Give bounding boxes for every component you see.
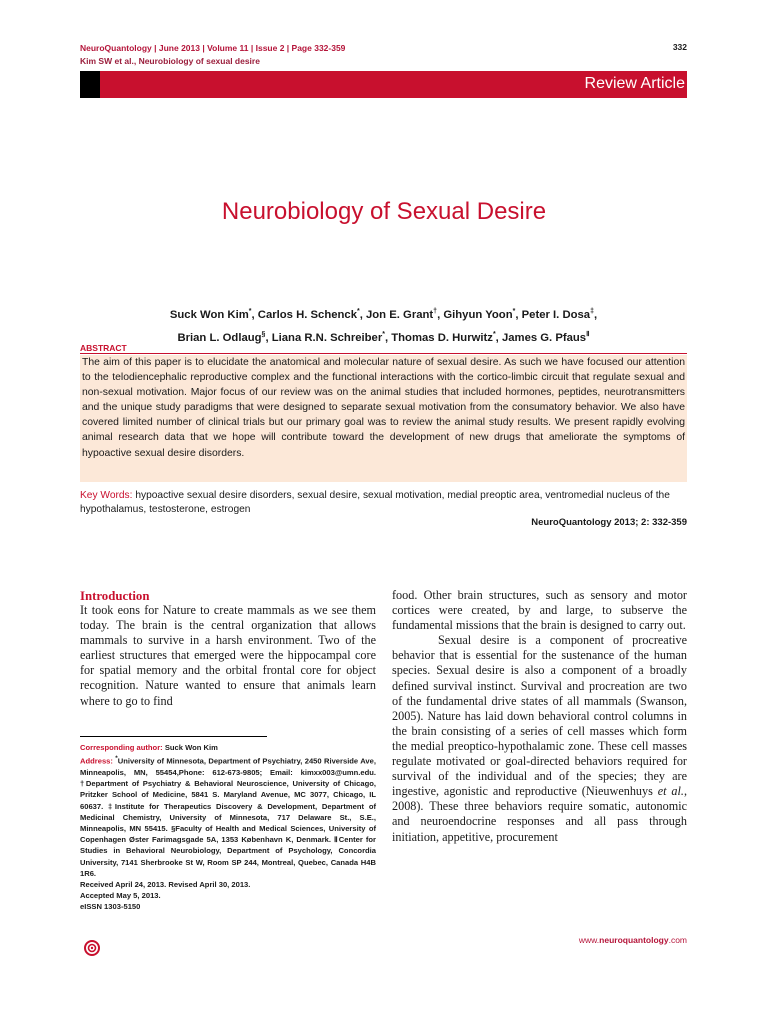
abstract-rule xyxy=(80,353,687,354)
author-affil-mark: Ⅱ xyxy=(586,330,590,338)
paragraph-2-text-a: Sexual desire is a component of procreative behavior that is essential for the sustenance of the human species. Sexual desire is also a component of a broadly defined survival instinct. Survival and procreation are two of the fundamental drive states of all mammals (Swanson, 2005). Nature has laid down behavioral control columns in the brain consisting of a series of cell masses which form the medial preoptico-hypothalamic zone. These cell masses regulate motivated or goal-directed behaviors required for survival of the individual and of the species; they are ingestive, agonistic and reproductive (Nieuwenhuys xyxy=(392,633,687,799)
corresponding-author-name: Suck Won Kim xyxy=(164,743,218,752)
abstract-text: The aim of this paper is to elucidate the anatomical and molecular nature of sexual desire. As such we have focused our attention to the telodiencephalic reproductive complex and the functional interactions with the cortico-limbic circuit that regulate sexual and non-sexual motivation. Major focus of our review was on the animal studies that included hormones, peptides, neurotransmitters and the unique study paradigms that were designed to separate sexual motivation from the consumatory behavior. We also have covered limited number of clinical trials but our primary goal was to review the animal study results. We present rapidly evolving animal research data that we hope will contribute toward the development of new drugs that ameliorate the symptoms of hypoactive sexual desire disorders. xyxy=(82,357,685,459)
body-column-left xyxy=(80,603,376,709)
author-name: Brian L. Odlaug xyxy=(177,331,262,344)
section-band xyxy=(80,71,687,98)
abstract-box xyxy=(80,355,687,482)
intro-paragraph-continued: food. Other brain structures, such as sensory and motor cortices were created, by and large, to subserve the fundamental missions that the brain is designed to carry out. xyxy=(392,588,687,633)
author-name: Thomas D. Hurwitz xyxy=(391,331,493,344)
author-affil-mark: * xyxy=(248,308,252,315)
author-line-2: Brian L. Odlaug§, Liana R.N. Schreiber*, Thomas D. Hurwitz*, James G. Pfaus$^Ⅱ$ xyxy=(177,330,590,344)
author-affil-mark: * xyxy=(356,308,360,315)
paragraph-2-text-b: , 2008). These three behaviors require somatic, autonomic and neuroendocrine responses and all pass through initiation, appetitive, procurement xyxy=(392,784,688,844)
journal-url-domain: neuroquantology xyxy=(599,935,669,945)
author-name: Liana R.N. Schreiber xyxy=(271,331,383,344)
citation: NeuroQuantology 2013; 2: 332-359 xyxy=(531,517,687,528)
eissn: eISSN 1303-5150 xyxy=(80,902,141,912)
keywords-label: Key Words: xyxy=(80,490,133,501)
introduction-heading: Introduction xyxy=(80,589,150,603)
author-name: Carlos H. Schenck xyxy=(257,308,357,321)
journal-line: NeuroQuantology | June 2013 | Volume 11 | Issue 2 | Page 332-359 xyxy=(80,43,346,53)
running-title: Kim SW et al., Neurobiology of sexual desire xyxy=(80,56,260,66)
article-title: Neurobiology of Sexual Desire xyxy=(221,198,547,225)
address-label: Address: xyxy=(80,756,113,766)
section-label: Review Article xyxy=(584,75,685,92)
author-affil-mark: * xyxy=(492,330,496,338)
corresponding-author-label: Corresponding author: xyxy=(80,743,163,752)
author-name: James G. Pfaus xyxy=(501,331,587,344)
band-black-block xyxy=(80,71,100,98)
author-affil-mark: § xyxy=(261,330,266,338)
received-dates: Received April 24, 2013. Revised April 30, 2013. xyxy=(80,879,251,889)
body-column-right xyxy=(392,588,687,845)
author-name: Suck Won Kim xyxy=(169,308,249,321)
author-name: Peter I. Dosa xyxy=(521,308,591,321)
accepted-date: Accepted May 5, 2013. xyxy=(80,891,161,901)
paragraph-2-et-al: et al. xyxy=(657,784,684,799)
author-affil-mark: * xyxy=(512,308,516,315)
author-affil-mark: * xyxy=(382,330,385,338)
footnote-rule xyxy=(80,736,267,737)
intro-paragraph-2 xyxy=(392,633,687,844)
author-list xyxy=(80,302,687,348)
abstract-label: ABSTRACT xyxy=(80,343,127,353)
author-affil-mark: † xyxy=(433,308,438,315)
author-affil-mark: ‡ xyxy=(590,308,594,315)
author-line-1: Suck Won Kim*, Carlos H. Schenck*, Jon E. Grant†, Gihyun Yoon*, Peter I. Dosa‡, xyxy=(169,308,598,321)
correspondence-footnote: Corresponding author: Suck Won Kim Address: *University of Minnesota, Department of Psychiatry, 2450 Riverside Ave, Minneapolis, MN, 55454,Phone: 612-673-9805; Email: kimxx003@umn.edu. †Department of Psychiatry & Behavioral Neuroscience, University of Chicago, Pritzker School of Medicine, 5841 S. Maryland Avenue, MC 3077, Chicago, IL 60637. ‡Institute for Therapeutics Discovery & Development, Department of Medicinal Chemistry, University of Minnesota, 717 Delaware St., S.E., Minneapolis, MN 55415. §Faculty of Health and Medical Sciences, University of Copenhagen Øster Farimagsgade 5A, 1353 København K, Denmark. ⅡCenter for Studies in Behavioral Neurobiology, Department of Psychology, Concordia University, 7141 Sherbrooke St W, Room SP 244, Montreal, Quebec, Canada H4B 1R6. Received April 24, 2013. Revised April 30, 2013. Accepted May 5, 2013. eISSN 1303-5150 xyxy=(80,743,376,912)
page-number: 332 xyxy=(672,42,687,52)
keywords xyxy=(80,489,687,517)
author-name: Gihyun Yoon xyxy=(443,308,513,321)
journal-logo-icon xyxy=(82,938,102,963)
journal-url[interactable]: www.neuroquantology.com xyxy=(578,935,687,945)
journal-header xyxy=(80,42,345,68)
author-name: Jon E. Grant xyxy=(366,308,434,321)
address-text: University of Minnesota, Department of Psychiatry, 2450 Riverside Ave, Minneapolis, MN, 55454,Phone: 612-673-9805; Email: kimxx003@umn.edu. †Department of Psychiatry & Behavioral Neuroscience, University of Chicago, Pritzker School of Medicine, 5841 S. Maryland Avenue, MC 3077, Chicago, IL 60637. ‡Institute for Therapeutics Discovery & Development, Department of Medicinal Chemistry, University of Minnesota, 717 Delaware St., S.E., Minneapolis, MN 55415. §Faculty of Health and Medical Sciences, University of Copenhagen Øster Farimagsgade 5A, 1353 København K, Denmark. ⅡCenter for Studies in Behavioral Neurobiology, Department of Psychology, Concordia University, 7141 Sherbrooke St W, Room SP 244, Montreal, Quebec, Canada H4B 1R6. xyxy=(80,756,376,878)
intro-paragraph-1: It took eons for Nature to create mammals as we see them today. The brain is the central organization that allows mammals to survive in a harsh environment. Two of the earliest structures that emerged were the hippocampal core for spatial memory and the orbital frontal core for object recognition. Nature wanted to ensure that animals learn where to go to find xyxy=(80,603,376,708)
keywords-text: hypoactive sexual desire disorders, sexual desire, sexual motivation, medial preoptic area, ventromedial nucleus of the hypothalamus, testosterone, estrogen xyxy=(80,490,670,515)
